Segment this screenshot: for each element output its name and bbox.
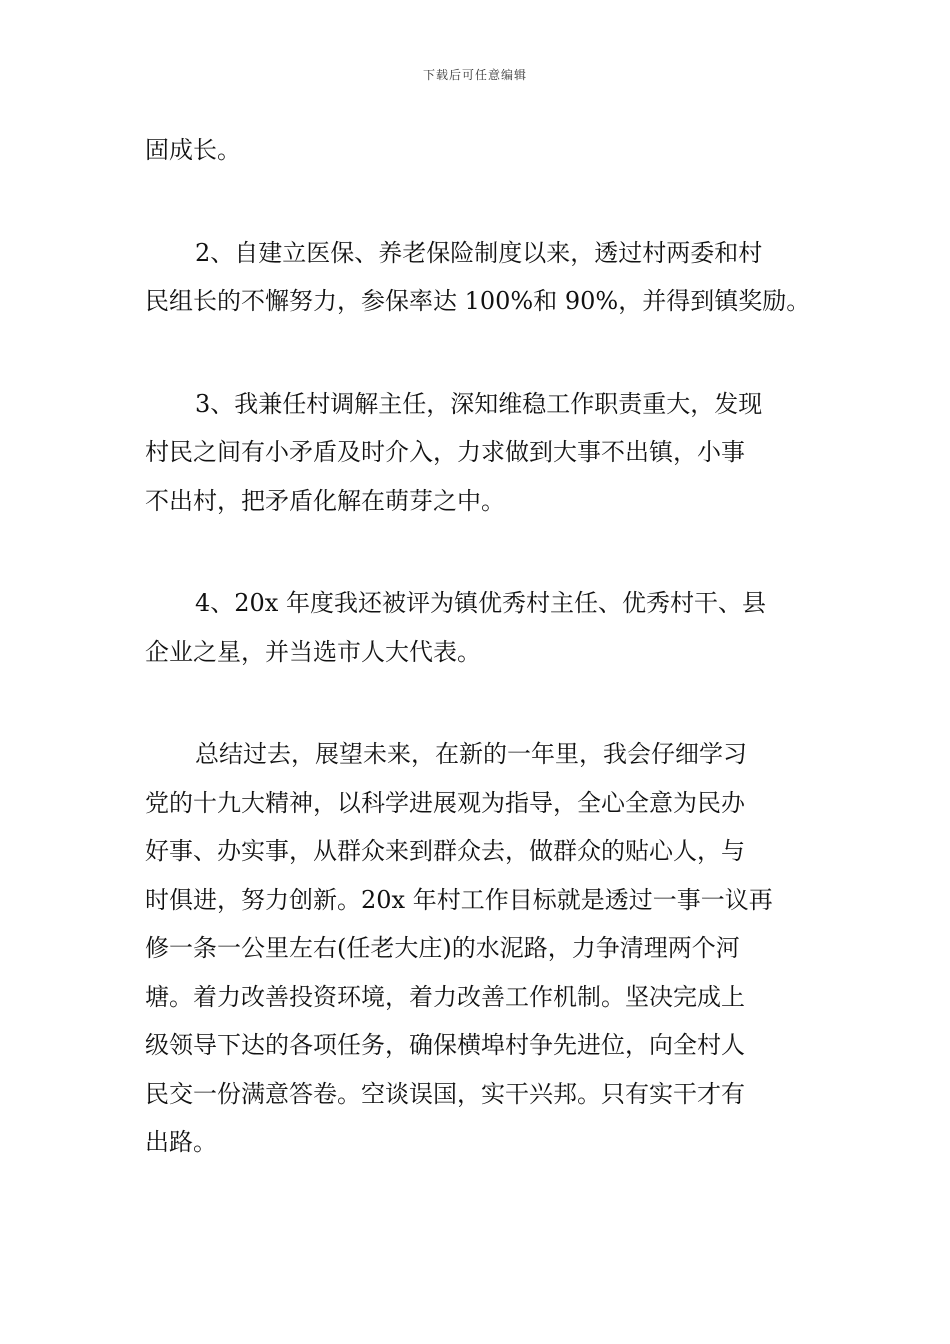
text-line: 2、自建立医保、养老保险制度以来，透过村两委和村 (195, 238, 763, 267)
paragraph-item-4 (145, 579, 810, 676)
text-line: 级领导下达的各项任务，确保横埠村争先进位，向全村人 (145, 1031, 745, 1059)
text-line: 村民之间有小矛盾及时介入，力求做到大事不出镇，小事 (145, 438, 745, 466)
text-line: 不出村，把矛盾化解在萌芽之中。 (145, 486, 505, 515)
page-header-note: 下载后可任意编辑 (422, 68, 527, 82)
text-line: 修一条一公里左右(任老大庄)的水泥路，力争清理两个河 (145, 934, 740, 962)
paragraph-summary (145, 730, 810, 1167)
text-line: 3、我兼任村调解主任，深知维稳工作职责重大，发现 (195, 389, 763, 418)
text-line: 固成长。 (145, 136, 241, 164)
text-line: 党的十九大精神，以科学进展观为指导，全心全意为民办 (145, 788, 745, 817)
text-line: 时俱进，努力创新。20x 年村工作目标就是透过一事一议再 (145, 885, 773, 914)
text-line: 4、20x 年度我还被评为镇优秀村主任、优秀村干、县 (195, 589, 766, 617)
text-line: 塘。着力改善投资环境，着力改善工作机制。坚决完成上 (145, 982, 745, 1011)
document-body (145, 126, 810, 1221)
text-line: 总结过去，展望未来，在新的一年里，我会仔细学习 (195, 740, 747, 768)
text-line: 民交一份满意答卷。空谈误国，实干兴邦。只有实干才有 (145, 1079, 745, 1108)
paragraph-continuation (145, 126, 810, 175)
paragraph-item-3 (145, 380, 810, 526)
paragraph-item-2 (145, 229, 810, 326)
text-line: 出路。 (145, 1128, 217, 1156)
text-line: 好事、办实事，从群众来到群众去，做群众的贴心人，与 (145, 837, 745, 865)
text-line: 企业之星，并当选市人大代表。 (145, 637, 481, 666)
text-line: 民组长的不懈努力，参保率达 100%和 90%，并得到镇奖励。 (145, 287, 811, 315)
